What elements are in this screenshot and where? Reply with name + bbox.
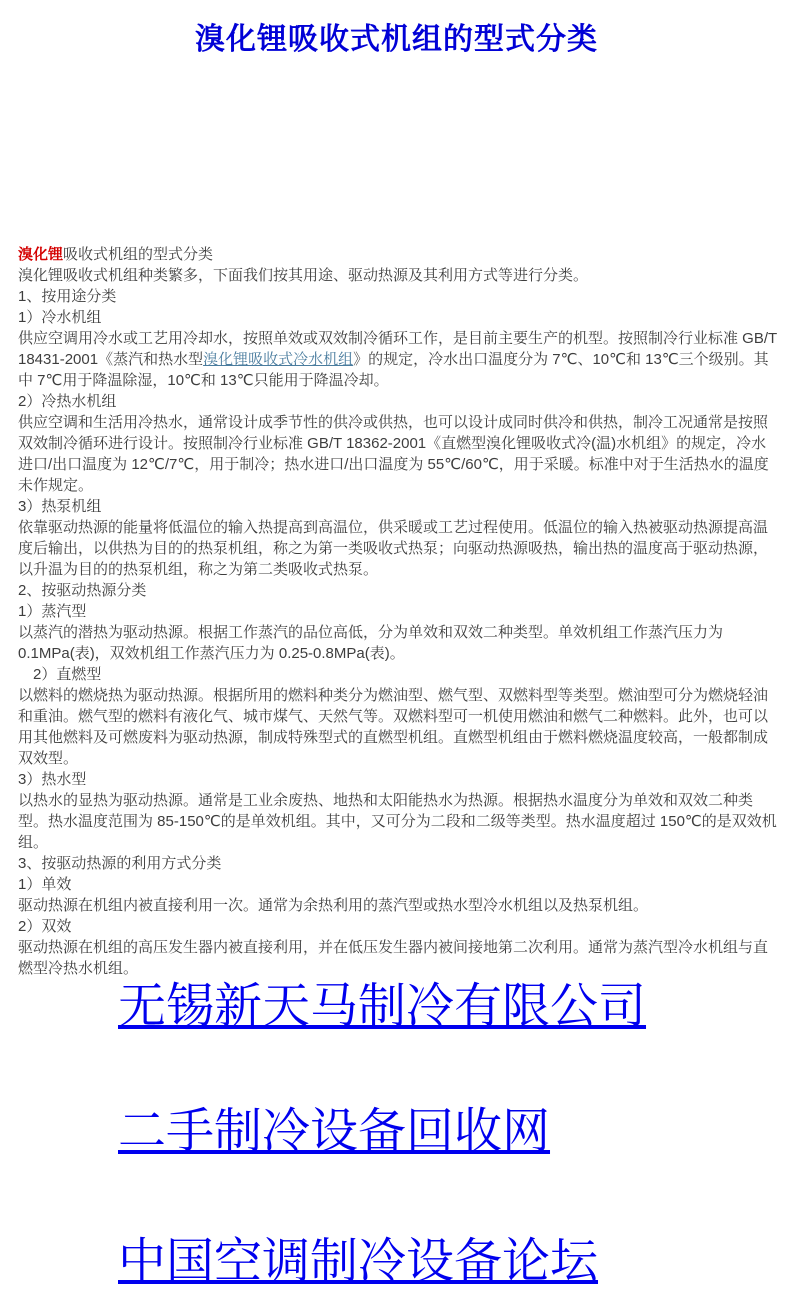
section-2-title: 2、按驱动热源分类 xyxy=(18,582,147,599)
article-intro: 溴化锂吸收式机组种类繁多，下面我们按其用途、驱动热源及其利用方式等进行分类。 xyxy=(18,267,589,284)
footer-links xyxy=(0,979,793,1307)
sub-2-2-paragraph: 以燃料的燃烧热为驱动热源。根据所用的燃料种类分为燃油型、燃气型、双燃料型等类型。燃油型可分为燃烧轻油和重油。燃气型的燃料有液化气、城市煤气、天然气等。双燃料型可一机使用燃油和燃气二种燃料。此外，也可以用其他燃料及可燃废料为驱动热源，制成特殊型式的直燃型机组。直燃型机组由于燃料燃烧温度较高，一般都制成双效型。 xyxy=(18,687,769,767)
sub-2-2-title: 2）直燃型 xyxy=(33,666,102,683)
sub-1-1-text-pre: 供应空调用冷水或工艺用冷却水，按照单效或双效制冷循环工作，是目前主要生产的机型。按照制冷行业标准 GB/T 18431-2001《蒸汽和热水型 xyxy=(18,330,777,368)
sub-3-1-paragraph: 驱动热源在机组内被直接利用一次。通常为余热利用的蒸汽型或热水型冷水机组以及热泵机组。 xyxy=(18,897,649,914)
article-heading-rest: 吸收式机组的型式分类 xyxy=(63,246,214,263)
sub-3-2-paragraph: 驱动热源在机组的高压发生器内被直接利用，并在低压发生器内被间接地第二次利用。通常为蒸汽型冷水机组与直燃型冷热水机组。 xyxy=(18,939,769,977)
sub-2-3-paragraph: 以热水的显热为驱动热源。通常是工业余废热、地热和太阳能热水为热源。根据热水温度分为单效和双效二种类型。热水温度范围为 85-150℃的是单效机组。其中，又可分为二段和二级等类型。热水温度超过 150℃的是双效机组。 xyxy=(18,792,777,851)
article-heading xyxy=(18,244,777,265)
sub-1-1-text-post: 》的规定，冷水出口温度分为 7℃、10℃和 13℃三个级别。其中 7℃用于降温除湿，10℃和 13℃只能用于降温冷却。 xyxy=(18,351,769,389)
footer-link-secondhand-refrigeration-recycle[interactable]: 二手制冷设备回收网 xyxy=(118,1104,551,1158)
article-body xyxy=(0,244,793,979)
footer-link-china-hvac-forum[interactable]: 中国空调制冷设备论坛 xyxy=(118,1235,599,1289)
footer-link-wuxi-xintianma-refrigeration[interactable]: 无锡新天马制冷有限公司 xyxy=(118,980,647,1033)
sub-3-2-title: 2）双效 xyxy=(18,918,72,935)
sub-1-3-title: 3）热泵机组 xyxy=(18,498,102,515)
inline-link-lithium-bromide-chiller[interactable]: 溴化锂吸收式冷水机组 xyxy=(203,351,354,368)
sub-2-3-title: 3）热水型 xyxy=(18,771,87,788)
sub-1-1-paragraph xyxy=(18,328,777,391)
section-1-title: 1、按用途分类 xyxy=(18,288,117,305)
sub-3-1-title: 1）单效 xyxy=(18,876,72,893)
sub-1-1-title: 1）冷水机组 xyxy=(18,309,102,326)
section-3-title: 3、按驱动热源的利用方式分类 xyxy=(18,855,222,872)
sub-1-3-paragraph: 依靠驱动热源的能量将低温位的输入热提高到高温位，供采暖或工艺过程使用。低温位的输入热被驱动热源提高温度后输出，以供热为目的的热泵机组，称之为第一类吸收式热泵；向驱动热源吸热，输出热的温度高于驱动热源，以升温为目的的热泵机组，称之为第二类吸收式热泵。 xyxy=(18,519,769,578)
article-heading-highlight: 溴化锂 xyxy=(18,246,64,263)
sub-1-2-title: 2）冷热水机组 xyxy=(18,393,117,410)
sub-2-1-title: 1）蒸汽型 xyxy=(18,603,87,620)
sub-1-2-paragraph: 供应空调和生活用冷热水，通常设计成季节性的供冷或供热，也可以设计成同时供冷和供热，制冷工况通常是按照双效制冷循环进行设计。按照制冷行业标准 GB/T 18362-2001《直燃型溴化锂吸收式冷(温)水机组》的规定，冷水进口/出口温度为 12℃/7℃，用于制冷；热水进口/出口温度为 55℃/60℃，用于采暖。标准中对于生活热水的温度未作规定。 xyxy=(18,414,769,494)
sub-2-1-paragraph: 以蒸汽的潜热为驱动热源。根据工作蒸汽的品位高低，分为单效和双效二种类型。单效机组工作蒸汽压力为 0.1MPa(表)，双效机组工作蒸汽压力为 0.25-0.8MPa(表)。 xyxy=(18,624,724,662)
page-title: 溴化锂吸收式机组的型式分类 xyxy=(195,23,598,56)
